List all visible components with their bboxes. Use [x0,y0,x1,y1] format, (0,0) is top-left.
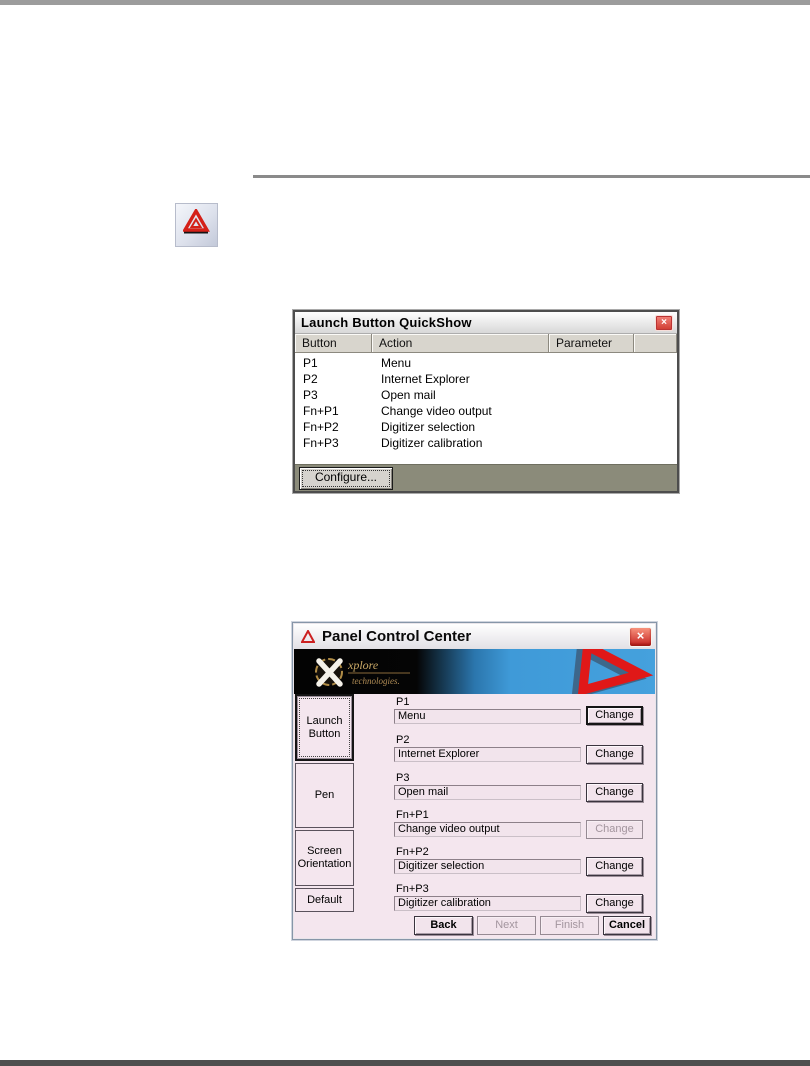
page-bottom-border [0,1060,810,1066]
sidebar-item-default[interactable]: Default [295,888,354,912]
row-action-cell: Change video output [381,404,492,418]
field-value-p1[interactable]: Menu [394,709,581,724]
list-item[interactable] [295,387,677,403]
list-item[interactable] [295,371,677,387]
panel-control-center-dialog [292,622,657,940]
row-button-cell: P3 [303,388,318,402]
field-value-p2[interactable]: Internet Explorer [394,747,581,762]
back-button[interactable]: Back [414,916,473,935]
field-label-fn-p3: Fn+P3 [396,883,429,895]
quickshow-footer-bar [295,464,677,491]
red-arrow-graphic [569,649,655,694]
list-item[interactable] [295,435,677,451]
field-value-fn-p2[interactable]: Digitizer selection [394,859,581,874]
list-item[interactable] [295,403,677,419]
field-value-p3[interactable]: Open mail [394,785,581,800]
change-button-fn-p2[interactable]: Change [586,857,643,876]
row-action-cell: Menu [381,356,412,370]
panel-titlebar[interactable] [294,624,655,650]
logo-word-technologies: technologies. [352,676,400,686]
row-action-cell: Digitizer calibration [381,436,483,450]
list-item[interactable] [295,355,677,371]
xplore-banner [294,649,655,694]
column-header-blank[interactable] [634,334,677,353]
quickshow-dialog [293,310,679,493]
row-action-cell: Digitizer selection [381,420,476,434]
page-top-border [0,0,810,5]
xplore-logo [310,652,460,694]
launch-button-app-icon[interactable] [175,203,218,247]
row-button-cell: Fn+P2 [303,420,339,434]
quickshow-list [295,353,677,465]
section-divider-rule [253,175,810,178]
field-value-fn-p1[interactable]: Change video output [394,822,581,837]
field-label-p1: P1 [396,696,410,708]
change-button-fn-p3[interactable]: Change [586,894,643,913]
sidebar-item-pen[interactable]: Pen [295,763,354,828]
close-icon: × [636,628,645,643]
change-button-p1[interactable]: Change [586,706,643,725]
panel-close-button[interactable] [629,627,652,647]
field-label-fn-p1: Fn+P1 [396,809,429,821]
sidebar-item-launch-button[interactable]: Launch Button [295,694,354,761]
close-icon: × [661,317,667,328]
configure-button[interactable]: Configure... [299,467,393,490]
row-button-cell: Fn+P1 [303,404,339,418]
row-button-cell: Fn+P3 [303,436,339,450]
row-button-cell: P2 [303,372,318,386]
panel-title: Panel Control Center [322,628,472,645]
row-action-cell: Open mail [381,388,436,402]
quickshow-titlebar[interactable] [295,312,677,334]
quickshow-title: Launch Button QuickShow [301,315,472,330]
finish-button: Finish [540,916,599,935]
field-value-fn-p3[interactable]: Digitizer calibration [394,896,581,911]
red-triangle-icon [301,630,315,643]
change-button-p3[interactable]: Change [586,783,643,802]
quickshow-close-button[interactable] [655,315,673,331]
column-header-button[interactable]: Button [295,334,372,353]
row-action-cell: Internet Explorer [381,372,470,386]
quickshow-column-headers [295,334,677,353]
field-label-p2: P2 [396,734,410,746]
field-label-fn-p2: Fn+P2 [396,846,429,858]
red-delta-icon [183,209,210,241]
change-button-fn-p1: Change [586,820,643,839]
next-button: Next [477,916,536,935]
logo-word-xplore: xplore [348,658,379,672]
cancel-button[interactable]: Cancel [603,916,651,935]
column-header-parameter[interactable]: Parameter [549,334,634,353]
row-button-cell: P1 [303,356,318,370]
field-label-p3: P3 [396,772,410,784]
sidebar-item-screen-orientation[interactable]: Screen Orientation [295,830,354,886]
column-header-action[interactable]: Action [372,334,549,353]
list-item[interactable] [295,419,677,435]
change-button-p2[interactable]: Change [586,745,643,764]
